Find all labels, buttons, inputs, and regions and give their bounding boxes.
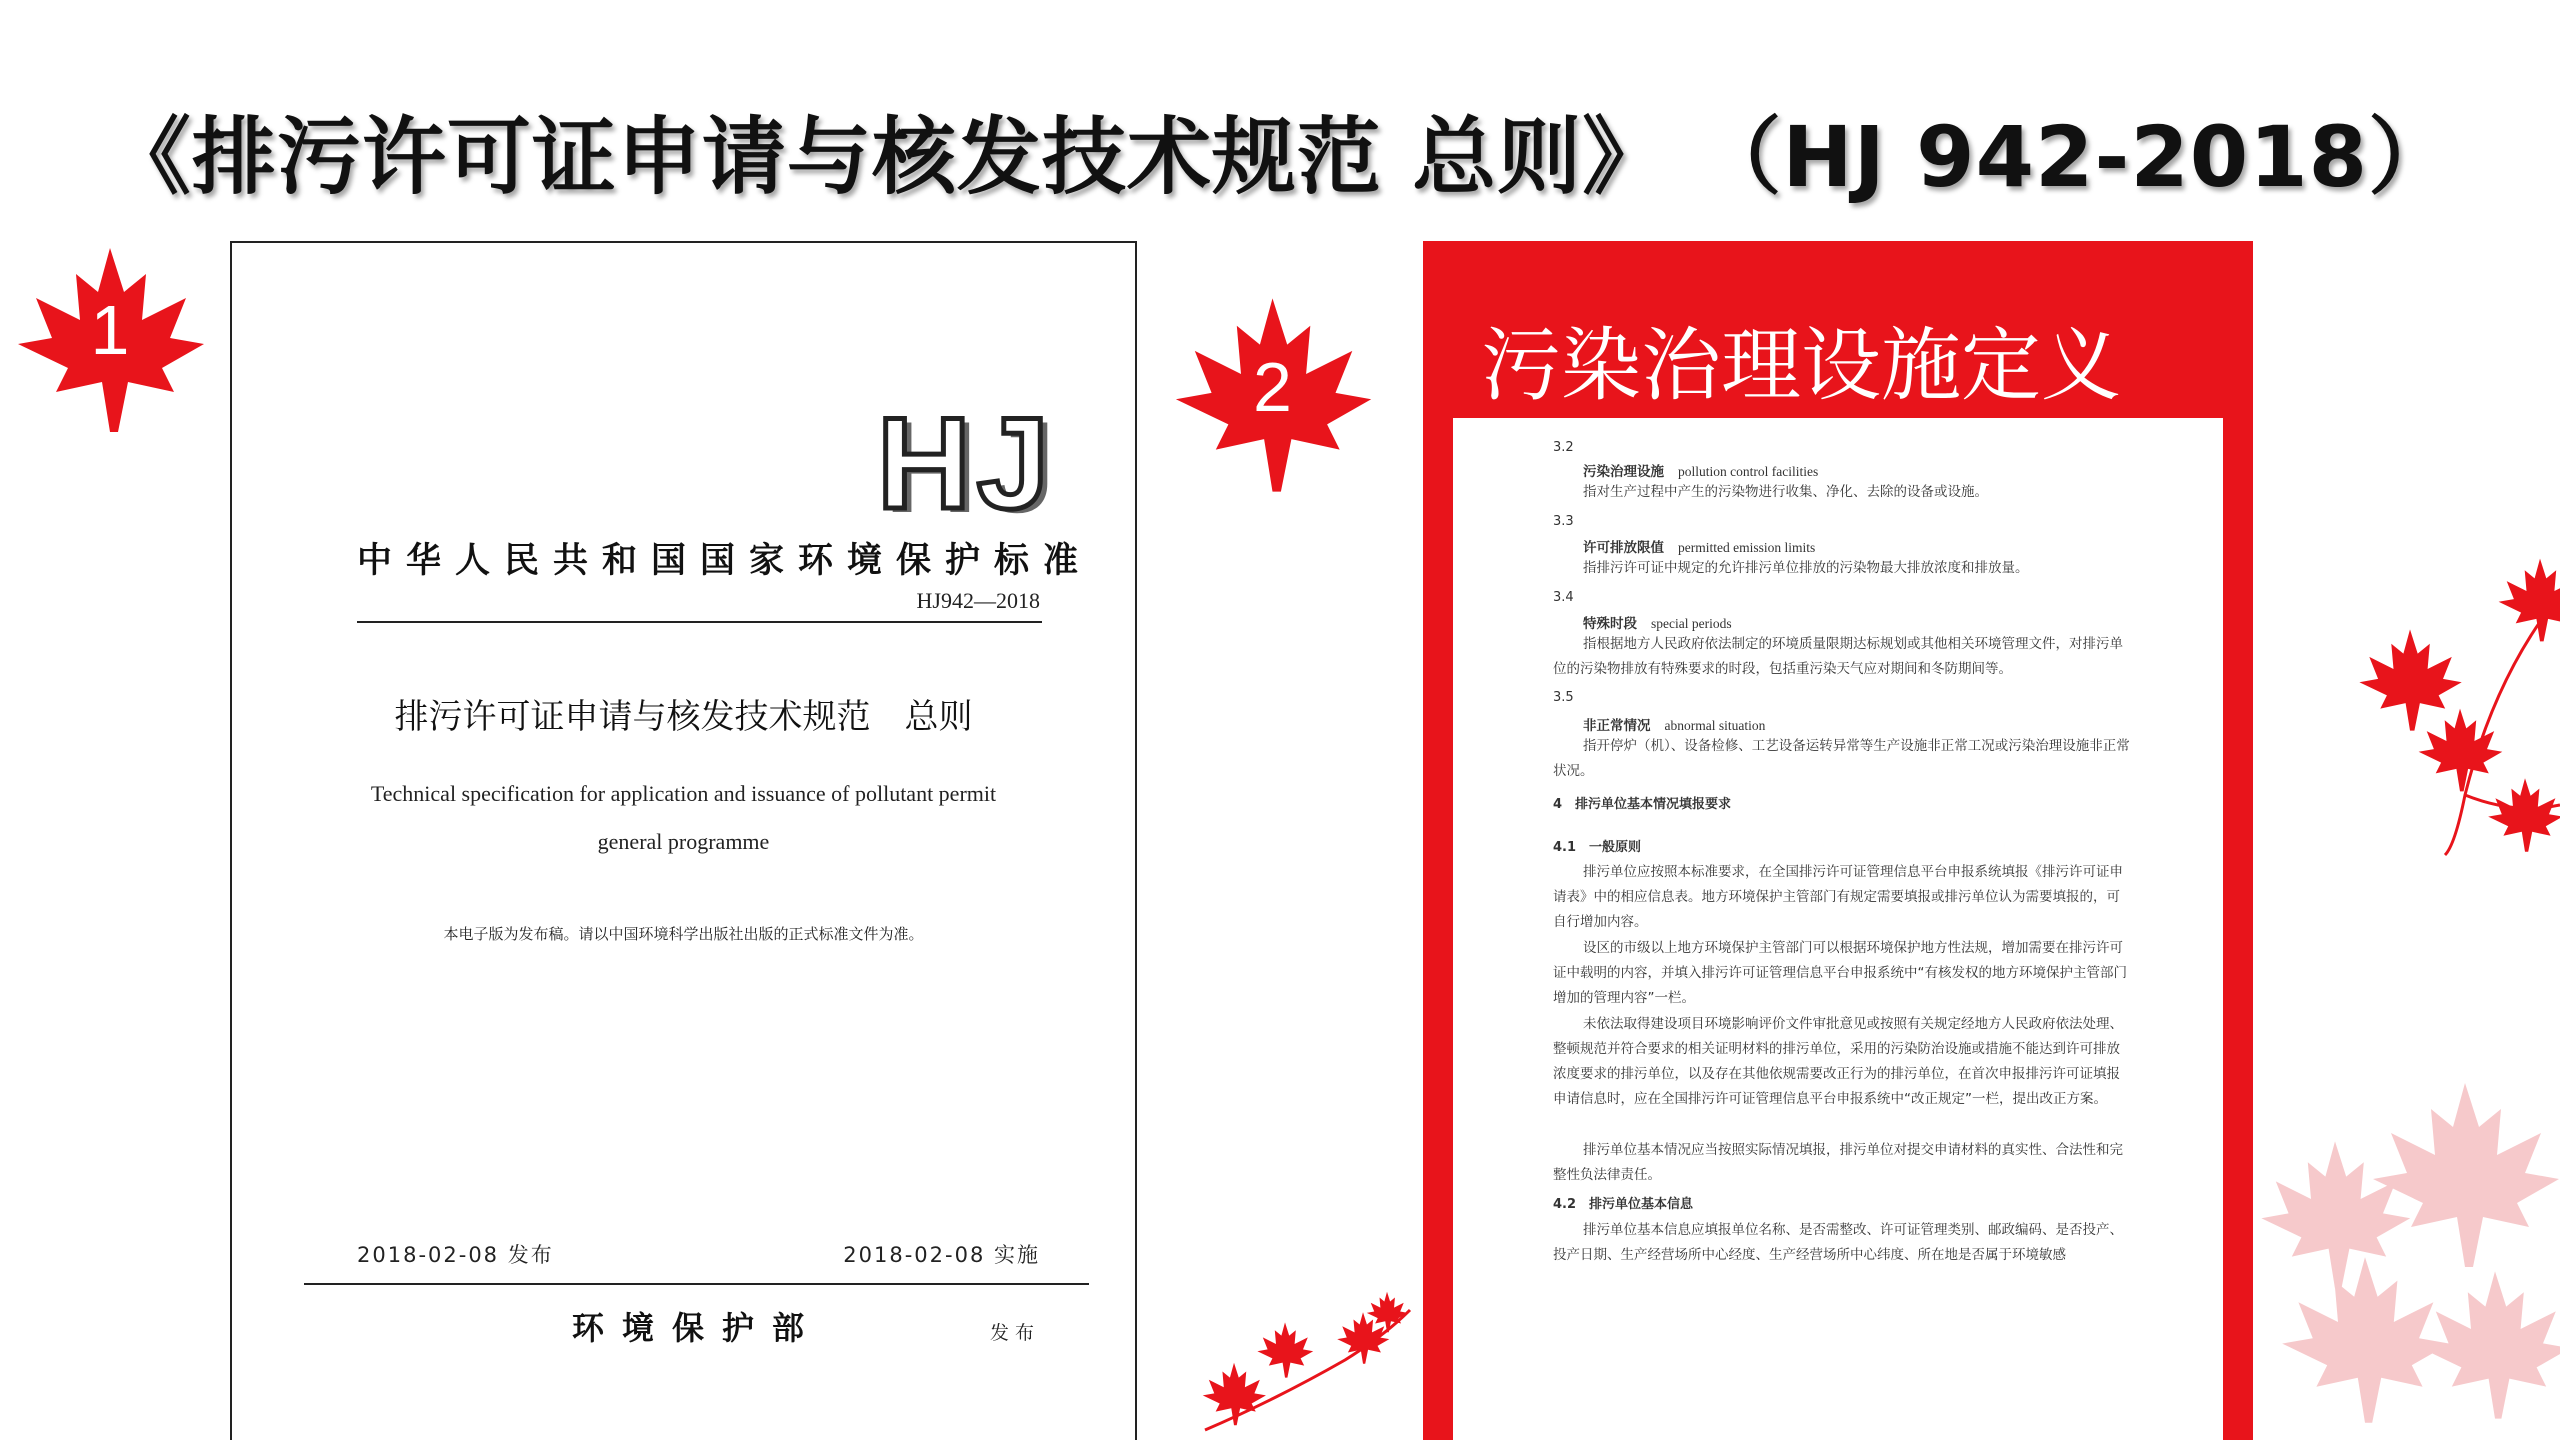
term-en: abnormal situation [1664, 718, 1766, 733]
publish-label: 发布 [989, 1322, 1040, 1344]
definition-text: 指对生产过程中产生的污染物进行收集、净化、去除的设备或设施。 [1583, 484, 1988, 500]
document-title-en-line1: Technical specification for application and issuance of pollutant permit [370, 781, 997, 806]
document-title-cn: 排污许可证申请与核发技术规范 总则 [394, 697, 973, 737]
body-paragraph: 排污单位应按照本标准要求，在全国排污许可证管理信息平台申报系统填报《排污许可证申请表》中的相应信息表。地方环境保护主管部门有规定需要填报或排污单位认为需要填报的，可自行增加内容。 [1553, 864, 2123, 930]
maple-branch-icon [1195, 1290, 1420, 1440]
divider [304, 1283, 1089, 1285]
section-heading: 4.1 一般原则 [1553, 840, 1642, 855]
standard-excerpt-page [1453, 418, 2223, 1440]
implementation-date: 2018-02-08 实施 [843, 1243, 1040, 1267]
section-heading: 4.2 排污单位基本信息 [1553, 1197, 1694, 1212]
term-cn: 特殊时段 [1583, 616, 1637, 632]
maple-branch-decoration-right [2345, 555, 2560, 919]
maple-faded-decoration [2255, 1075, 2560, 1444]
term-entry [1583, 612, 1732, 632]
badge-1 [0, 240, 220, 440]
maple-branch-decoration [1195, 1290, 1420, 1444]
divider [357, 621, 1042, 623]
issue-date: 2018-02-08 发布 [357, 1243, 554, 1267]
term-en: permitted emission limits [1678, 540, 1816, 555]
panel-heading: 污染治理设施定义 [1481, 319, 2121, 412]
term-cn: 非正常情况 [1583, 718, 1651, 734]
badge-number: 2 [1253, 348, 1292, 426]
badge-2 [1155, 290, 1390, 500]
hj-logo: HJ [877, 390, 1056, 536]
definition-text: 指根据地方人民政府依法制定的环境质量限期达标规划或其他相关环境管理文件，对排污单位的污染物排放有特殊要求的时段，包括重污染天气应对期间和冬防期间等。 [1553, 636, 2123, 677]
term-en: pollution control facilities [1678, 464, 1819, 479]
definition-text: 指排污许可证中规定的允许排污单位排放的污染物最大排放浓度和排放量。 [1583, 560, 2029, 576]
term-entry [1583, 714, 1765, 734]
standard-cover-page [230, 241, 1137, 1440]
term-cn: 污染治理设施 [1583, 464, 1664, 480]
electronic-version-note: 本电子版为发布稿。请以中国环境科学出版社出版的正式标准文件为准。 [443, 925, 924, 943]
term-entry [1583, 460, 1818, 480]
section-heading: 4 排污单位基本情况填报要求 [1553, 797, 1732, 812]
section-number: 3.5 [1553, 690, 1574, 705]
section-number: 3.2 [1553, 440, 1574, 455]
definition-text: 指开停炉（机）、设备检修、工艺设备运转异常等生产设施非正常工况或污染治理设施非正常状况。 [1553, 738, 2130, 779]
standard-name: 中华人民共和国国家环境保护标准 [357, 541, 1093, 581]
document-title-en [232, 770, 1135, 866]
maple-branch-icon [2345, 555, 2560, 915]
term-cn: 许可排放限值 [1583, 540, 1664, 556]
badge-number: 1 [90, 291, 130, 369]
publisher: 环境保护部 [572, 1309, 823, 1347]
body-paragraph: 排污单位基本信息应填报单位名称、是否需整改、许可证管理类别、邮政编码、是否投产、投产日期、生产经营场所中心经度、生产经营场所中心纬度、所在地是否属于环境敏感 [1553, 1222, 2123, 1263]
body-paragraph: 未依法取得建设项目环境影响评价文件审批意见或按照有关规定经地方人民政府依法处理、整顿规范并符合要求的相关证明材料的排污单位，采用的污染防治设施或措施不能达到许可排放浓度要求的排污单位，以及存在其他依规需要改正行为的排污单位，在首次申报排污许可证填报申请信息时，应在全国排污许可证管理信息平台申报系统中“改正规定”一栏，提出改正方案。 [1553, 1016, 2123, 1107]
section-number: 3.4 [1553, 590, 1574, 605]
maple-leaves-icon [2255, 1075, 2560, 1440]
section-number: 3.3 [1553, 514, 1574, 529]
slide-title: 《排污许可证申请与核发技术规范 总则》 （HJ 942-2018） [106, 108, 2454, 206]
document-title-en-line2: general programme [597, 829, 770, 854]
body-paragraph: 设区的市级以上地方环境保护主管部门可以根据环境保护地方性法规，增加需要在排污许可证中载明的内容，并填入排污许可证管理信息平台申报系统中“有核发权的地方环境保护主管部门增加的管理内容”一栏。 [1553, 940, 2127, 1006]
term-en: special periods [1651, 616, 1732, 631]
body-paragraph: 排污单位基本情况应当按照实际情况填报，排污单位对提交申请材料的真实性、合法性和完整性负法律责任。 [1553, 1142, 2123, 1183]
definition-panel [1423, 241, 2253, 1440]
standard-code: HJ942—2018 [916, 588, 1040, 613]
term-entry [1583, 536, 1815, 556]
